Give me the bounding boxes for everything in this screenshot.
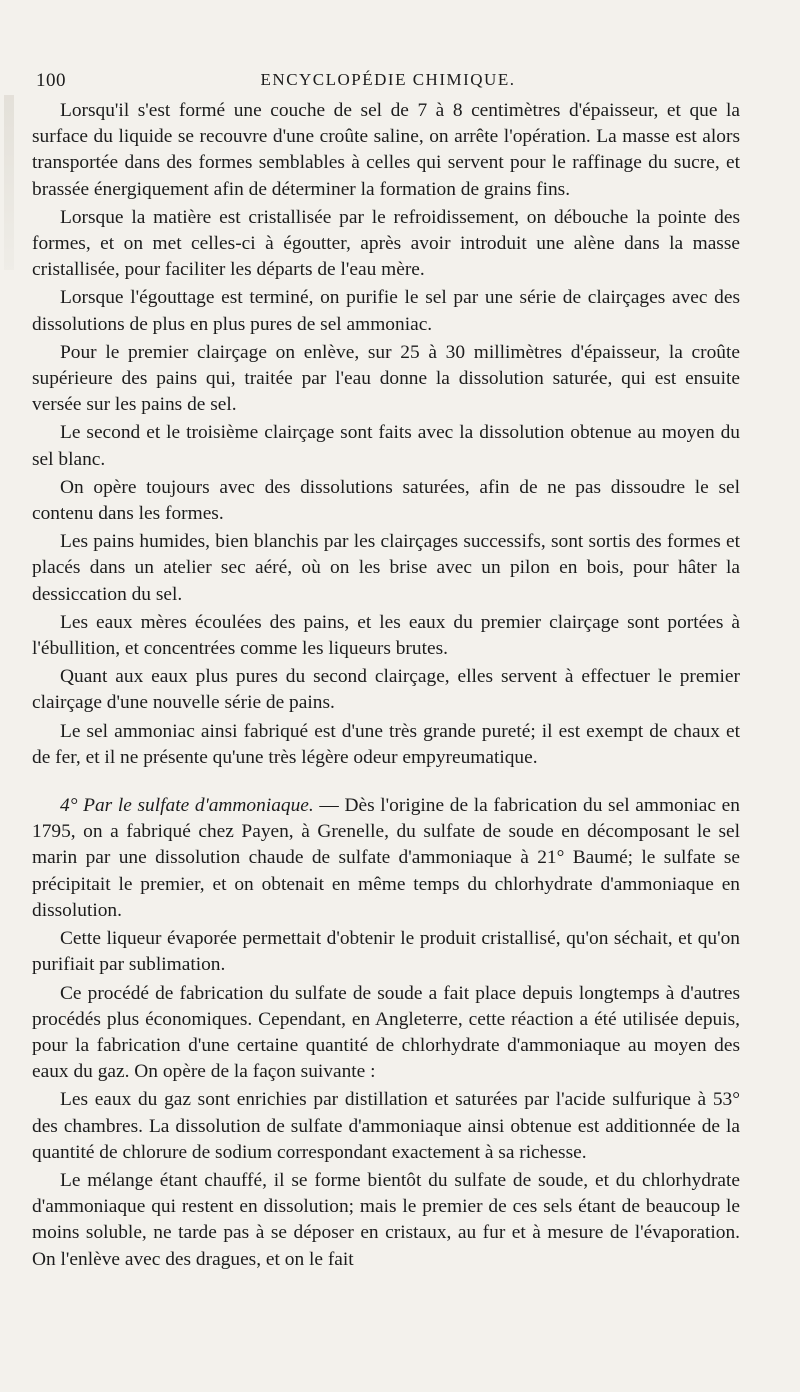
section-first-paragraph — [32, 793, 740, 924]
paragraph: Quant aux eaux plus pures du second clairçage, elles servent à effectuer le premier clairçage d'une nouvelle série de pains. — [32, 666, 740, 714]
paragraph: Lorsque l'égouttage est terminé, on purifie le sel par une série de clairçages avec des dissolutions de plus en plus pures de sel ammoniac. — [32, 287, 740, 335]
body-text — [32, 98, 740, 1275]
running-title: ENCYCLOPÉDIE CHIMIQUE. — [260, 70, 516, 89]
paragraph: Les eaux mères écoulées des pains, et les eaux du premier clairçage sont portées à l'ébullition, et concentrées comme les liqueurs brutes. — [32, 611, 740, 660]
page-number: 100 — [36, 70, 66, 91]
paragraph: Cette liqueur évaporée permettait d'obtenir le produit cristallisé, qu'on séchait, et qu'on purifiait par sublimation. — [32, 928, 740, 976]
paragraph: Pour le premier clairçage on enlève, sur 25 à 30 millimètres d'épaisseur, la croûte supérieure des pains qui, traitée par l'eau donne la dissolution saturée, qui est ensuite versée sur les pains de sel. — [32, 341, 740, 416]
paragraph: Le mélange étant chauffé, il se forme bientôt du sulfate de soude, et du chlorhydrate d'ammoniaque qui restent en dissolution; mais le premier de ces sels étant de beaucoup le moins soluble, ne tarde pas à se déposer en cristaux, au fur et à mesure de l'évaporation. On l'enlève avec des dragues, et on le fait — [32, 1169, 740, 1270]
paragraph: Le second et le troisième clairçage sont faits avec la dissolution obtenue au moyen du sel blanc. — [32, 422, 740, 470]
page-edge-stain — [4, 95, 14, 270]
paragraph: Ce procédé de fabrication du sulfate de soude a fait place depuis longtemps à d'autres procédés plus économiques. Cependant, en Angleterre, cette réaction a été utilisée depuis, pour la fabrication d'une certaine quantité de chlorhydrate d'ammoniaque au moyen des eaux du gaz. On opère de la façon suivante : — [32, 982, 740, 1083]
page-header — [36, 70, 740, 94]
section-title: 4° Par le sulfate d'ammoniaque. — [60, 795, 314, 817]
paragraph: On opère toujours avec des dissolutions saturées, afin de ne pas dissoudre le sel contenu dans les formes. — [32, 476, 740, 525]
paragraph: Le sel ammoniac ainsi fabriqué est d'une très grande pureté; il est exempt de chaux et de fer, et il ne présente qu'une très légère odeur empyreumatique. — [32, 720, 740, 768]
paragraph: Lorsque la matière est cristallisée par le refroidissement, on débouche la pointe des formes, et on met celles-ci à égoutter, après avoir introduit une alène dans la masse cristallisée, pour faciliter les départs de l'eau mère. — [32, 206, 740, 281]
paragraph: Les pains humides, bien blanchis par les clairçages successifs, sont sortis des formes et placés dans un atelier sec aéré, où on les brise avec un pilon en bois, pour hâter la dessiccation du sel. — [32, 531, 740, 605]
paragraph: Les eaux du gaz sont enrichies par distillation et saturées par l'acide sulfurique à 53° des chambres. La dissolution de sulfate d'ammoniaque ainsi obtenue est additionnée de la quantité de chlorure de sodium correspondant exactement à sa richesse. — [32, 1089, 740, 1163]
section-intro-text: — Dès l'origine de la fabrication du sel ammoniac en 1795, on a fabriqué chez Payen, à Grenelle, du sulfate de soude en décomposant le sel marin par une dissolution chaude de sulfate d'ammoniaque à 21° Baumé; le sulfate se précipitait le premier, et on obtenait en même temps du chlorhydrate d'ammoniaque en dissolution. — [32, 795, 740, 921]
paragraph: Lorsqu'il s'est formé une couche de sel de 7 à 8 centimètres d'épaisseur, et que la surface du liquide se recouvre d'une croûte saline, on arrête l'opération. La masse est alors transportée dans des formes semblables à celles qui servent pour le raffinage du sucre, et brassée énergiquement afin de déterminer la formation de grains fins. — [32, 100, 740, 200]
